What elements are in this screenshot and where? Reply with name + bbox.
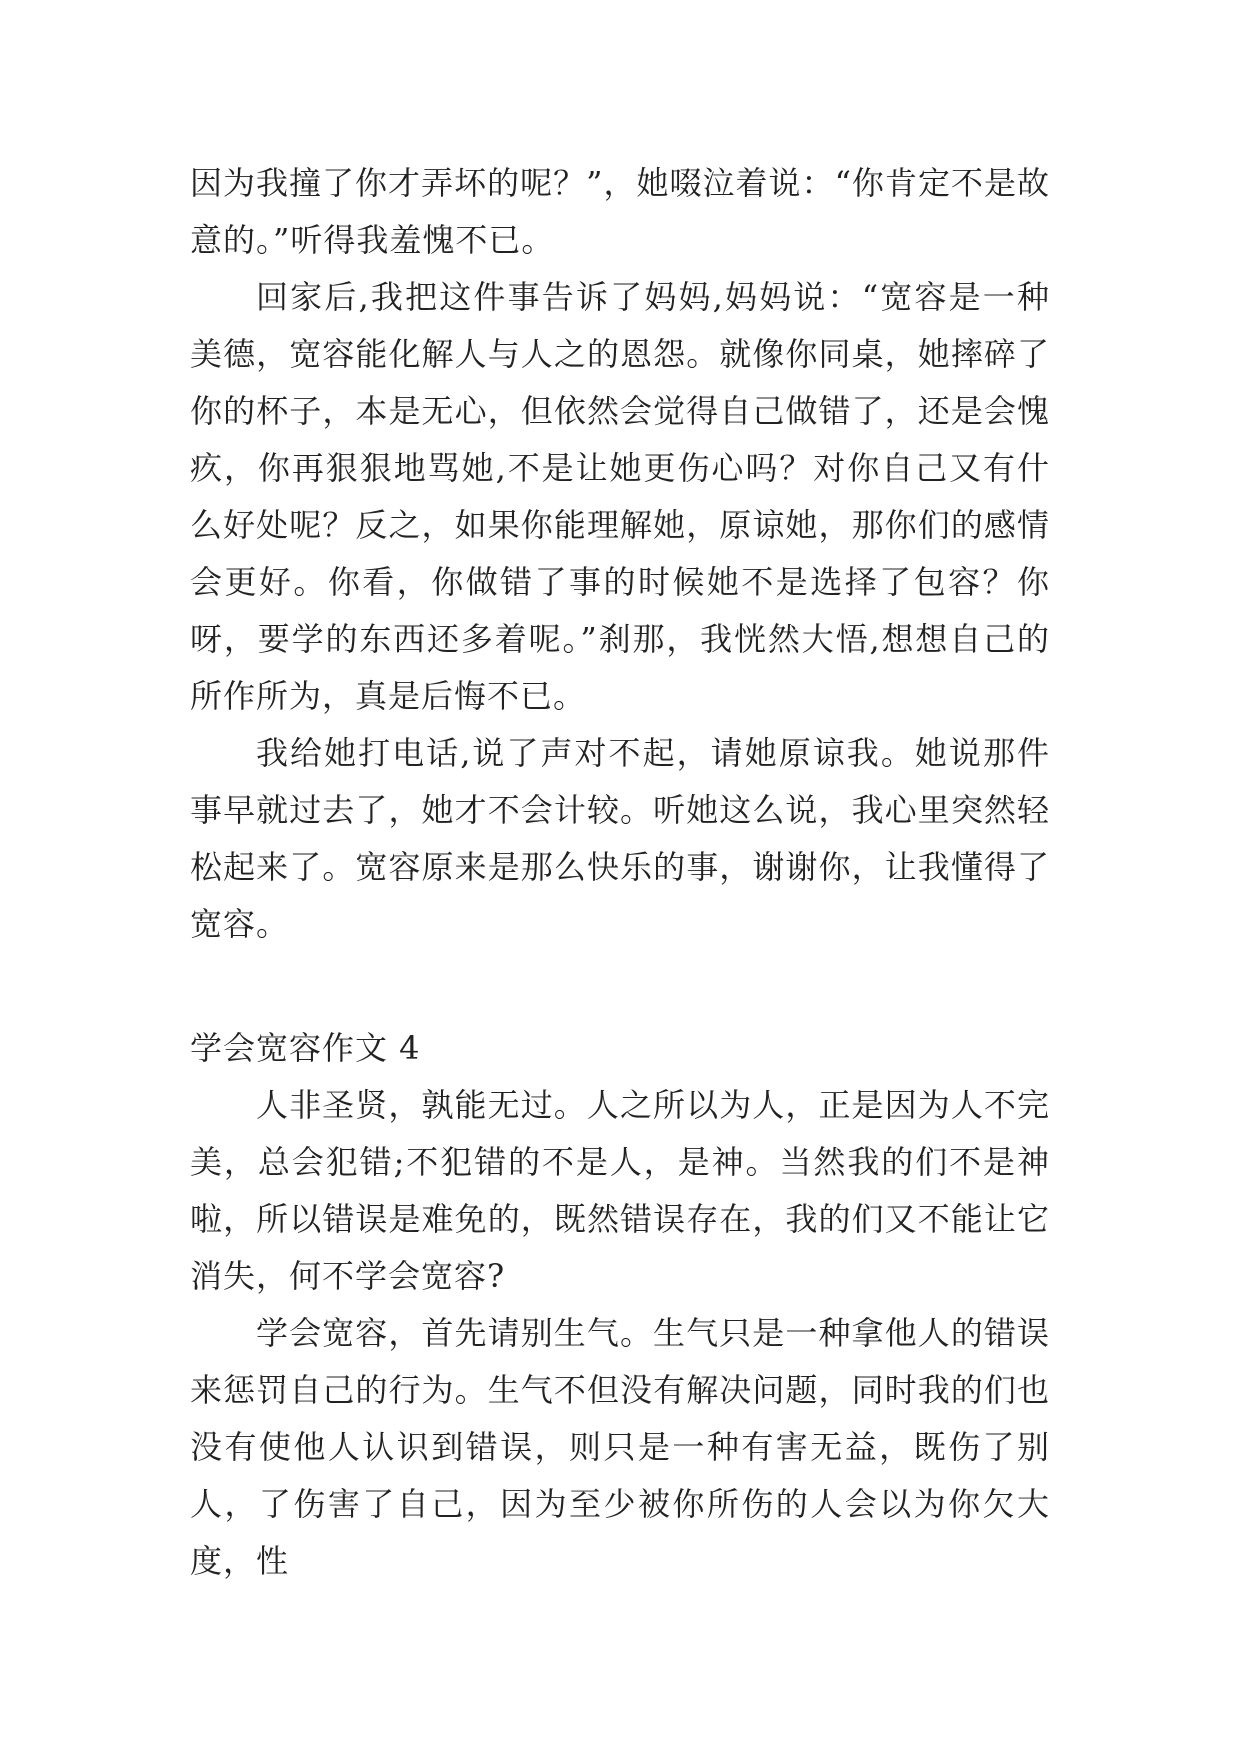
paragraph: 人非圣贤，孰能无过。人之所以为人，正是因为人不完美，总会犯错;不犯错的不是人，是神。当然我的们不是神啦，所以错误是难免的，既然错误存在，我的们又不能让它消失，何不学会宽容? <box>190 1086 1050 1295</box>
paragraph: 我给她打电话,说了声对不起，请她原谅我。她说那件事早就过去了，她才不会计较。听她这么说，我心里突然轻松起来了。宽容原来是那么快乐的事，谢谢你，让我懂得了宽容。 <box>190 734 1050 943</box>
section-heading: 学会宽容作文 4 <box>190 1029 421 1067</box>
paragraph: 学会宽容，首先请别生气。生气只是一种拿他人的错误来惩罚自己的行为。生气不但没有解决问题，同时我的们也没有使他人认识到错误，则只是一种有害无益，既伤了别人，了伤害了自己，因为至少被你所伤的人会以为你欠大度，性 <box>190 1314 1050 1580</box>
document-body <box>190 155 1050 1590</box>
paragraph: 因为我撞了你才弄坏的呢？”，她啜泣着说：“你肯定不是故意的。”听得我羞愧不已。 <box>190 164 1050 259</box>
paragraph: 回家后,我把这件事告诉了妈妈,妈妈说：“宽容是一种美德，宽容能化解人与人之的恩怨。就像你同桌，她摔碎了你的杯子，本是无心，但依然会觉得自己做错了，还是会愧疚，你再狠狠地骂她,不是让她更伤心吗？对你自己又有什么好处呢？反之，如果你能理解她，原谅她，那你们的感情会更好。你看，你做错了事的时候她不是选择了包容？你呀，要学的东西还多着呢。”刹那，我恍然大悟,想想自己的所作所为，真是后悔不已。 <box>190 278 1050 715</box>
